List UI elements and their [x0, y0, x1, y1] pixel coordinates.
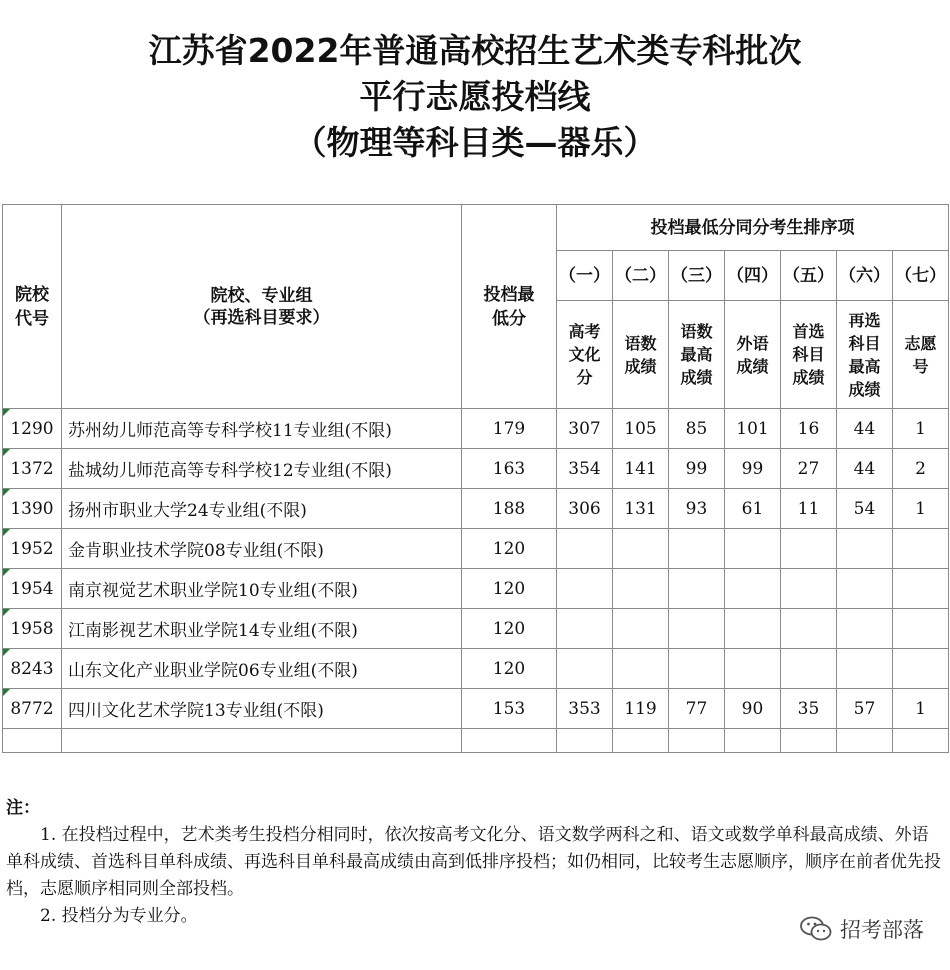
sort-value-3: 99	[669, 449, 725, 489]
table-row	[3, 409, 949, 449]
note-item-1: 1. 在投档过程中，艺术类考生投档分相同时，依次按高考文化分、语文数学两科之和、语文或数学单科最高成绩、外语单科成绩、首选科目单科成绩、再选科目单科最高成绩由高到低排序投档；如仍相同，比较考生志愿顺序，顺序在前者优先投档，志愿顺序相同则全部投档。	[6, 825, 941, 899]
cell-marker-icon	[3, 649, 10, 656]
sort-value-3	[669, 649, 725, 689]
notes-label: 注：	[6, 798, 40, 818]
header-sort-num-4: （四）	[725, 251, 781, 301]
sort-value-2: 141	[613, 449, 669, 489]
header-min-score: 投档最低分	[462, 205, 557, 409]
sort-value-4	[725, 569, 781, 609]
school-group-name: 南京视觉艺术职业学院10专业组(不限)	[62, 569, 462, 609]
school-code: 1958	[3, 609, 62, 649]
header-sort-item-7: 志愿号	[893, 301, 949, 409]
sort-value-1: 306	[557, 489, 613, 529]
title-line-2: 平行志愿投档线	[359, 77, 591, 116]
header-code: 院校代号	[3, 205, 62, 409]
sort-value-7: 1	[893, 689, 949, 729]
sort-value-1: 353	[557, 689, 613, 729]
school-group-name: 金肯职业技术学院08专业组(不限)	[62, 529, 462, 569]
empty-cell	[613, 729, 669, 753]
sort-value-6	[837, 529, 893, 569]
header-sort-num-7: （七）	[893, 251, 949, 301]
sort-value-6: 57	[837, 689, 893, 729]
school-code: 1372	[3, 449, 62, 489]
sort-value-5	[781, 569, 837, 609]
sort-value-6	[837, 649, 893, 689]
sort-value-1	[557, 569, 613, 609]
sort-value-5: 35	[781, 689, 837, 729]
header-sort-num-6: （六）	[837, 251, 893, 301]
school-group-name: 苏州幼儿师范高等专科学校11专业组(不限)	[62, 409, 462, 449]
sort-value-1	[557, 609, 613, 649]
school-code: 1952	[3, 529, 62, 569]
school-group-name: 扬州市职业大学24专业组(不限)	[62, 489, 462, 529]
header-name-line2: （再选科目要求）	[193, 307, 330, 328]
school-code: 1290	[3, 409, 62, 449]
sort-value-2	[613, 649, 669, 689]
school-group-name: 山东文化产业职业学院06专业组(不限)	[62, 649, 462, 689]
sort-value-4: 61	[725, 489, 781, 529]
header-sort-item-6: 再选科目最高成绩	[837, 301, 893, 409]
empty-cell	[3, 729, 62, 753]
sort-value-6: 44	[837, 409, 893, 449]
sort-value-2: 105	[613, 409, 669, 449]
header-name-line1: 院校、专业组	[210, 285, 313, 306]
min-score: 153	[462, 689, 557, 729]
table-row	[3, 689, 949, 729]
sort-value-4: 99	[725, 449, 781, 489]
empty-cell	[669, 729, 725, 753]
min-score: 120	[462, 649, 557, 689]
sort-value-5: 11	[781, 489, 837, 529]
cell-marker-icon	[3, 689, 10, 696]
school-group-name: 江南影视艺术职业学院14专业组(不限)	[62, 609, 462, 649]
sort-value-5	[781, 529, 837, 569]
notes	[6, 795, 941, 930]
school-code: 1390	[3, 489, 62, 529]
school-code: 8243	[3, 649, 62, 689]
empty-cell	[893, 729, 949, 753]
sort-value-3	[669, 569, 725, 609]
sort-value-6	[837, 569, 893, 609]
sort-value-6: 54	[837, 489, 893, 529]
cell-marker-icon	[3, 609, 10, 616]
table-row	[3, 529, 949, 569]
sort-value-4: 101	[725, 409, 781, 449]
min-score: 120	[462, 529, 557, 569]
table-row	[3, 609, 949, 649]
empty-cell	[62, 729, 462, 753]
sort-value-7	[893, 649, 949, 689]
sort-value-3: 93	[669, 489, 725, 529]
cell-marker-icon	[3, 489, 10, 496]
min-score: 188	[462, 489, 557, 529]
header-sort-num-1: （一）	[557, 251, 613, 301]
min-score: 163	[462, 449, 557, 489]
sort-value-2	[613, 529, 669, 569]
sort-value-7	[893, 569, 949, 609]
cell-marker-icon	[3, 569, 10, 576]
sort-value-7	[893, 609, 949, 649]
sort-value-1	[557, 529, 613, 569]
header-sort-num-2: （二）	[613, 251, 669, 301]
table-row	[3, 449, 949, 489]
admission-score-table	[2, 204, 949, 753]
sort-value-5	[781, 609, 837, 649]
sort-value-2: 119	[613, 689, 669, 729]
table-row-empty	[3, 729, 949, 753]
header-name	[62, 205, 462, 409]
watermark	[800, 914, 924, 944]
sort-value-3: 85	[669, 409, 725, 449]
sort-value-5: 16	[781, 409, 837, 449]
note-item-2: 2. 投档分为专业分。	[40, 906, 198, 926]
min-score: 120	[462, 569, 557, 609]
school-code: 1954	[3, 569, 62, 609]
sort-value-4: 90	[725, 689, 781, 729]
header-sort-item-4: 外语成绩	[725, 301, 781, 409]
empty-cell	[725, 729, 781, 753]
title-line-1: 江苏省2022年普通高校招生艺术类专科批次	[148, 31, 802, 70]
sort-value-3: 77	[669, 689, 725, 729]
empty-cell	[462, 729, 557, 753]
watermark-text: 招考部落	[840, 918, 924, 942]
sort-value-6	[837, 609, 893, 649]
table-row	[3, 489, 949, 529]
min-score: 120	[462, 609, 557, 649]
table-body	[3, 205, 949, 753]
title-line-3: （物理等科目类—器乐）	[293, 123, 657, 162]
header-sort-num-5: （五）	[781, 251, 837, 301]
sort-value-7: 1	[893, 489, 949, 529]
empty-cell	[557, 729, 613, 753]
empty-cell	[781, 729, 837, 753]
school-group-name: 盐城幼儿师范高等专科学校12专业组(不限)	[62, 449, 462, 489]
cell-marker-icon	[3, 409, 10, 416]
header-sort-num-3: （三）	[669, 251, 725, 301]
sort-value-7: 1	[893, 409, 949, 449]
sort-value-2: 131	[613, 489, 669, 529]
table-row	[3, 569, 949, 609]
sort-value-7	[893, 529, 949, 569]
sort-value-5	[781, 649, 837, 689]
cell-marker-icon	[3, 449, 10, 456]
empty-cell	[837, 729, 893, 753]
table-row	[3, 649, 949, 689]
sort-value-1: 354	[557, 449, 613, 489]
sort-value-7: 2	[893, 449, 949, 489]
sort-value-3	[669, 529, 725, 569]
header-sort-group: 投档最低分同分考生排序项	[557, 205, 949, 251]
header-sort-item-3: 语数最高成绩	[669, 301, 725, 409]
sort-value-1: 307	[557, 409, 613, 449]
school-code: 8772	[3, 689, 62, 729]
sort-value-2	[613, 609, 669, 649]
sort-value-4	[725, 609, 781, 649]
sort-value-1	[557, 649, 613, 689]
sort-value-4	[725, 649, 781, 689]
sort-value-5: 27	[781, 449, 837, 489]
school-group-name: 四川文化艺术学院13专业组(不限)	[62, 689, 462, 729]
sort-value-4	[725, 529, 781, 569]
min-score: 179	[462, 409, 557, 449]
header-sort-item-1: 高考文化分	[557, 301, 613, 409]
sort-value-3	[669, 609, 725, 649]
cell-marker-icon	[3, 529, 10, 536]
wechat-icon	[800, 916, 832, 942]
sort-value-2	[613, 569, 669, 609]
sort-value-6: 44	[837, 449, 893, 489]
header-sort-item-2: 语数成绩	[613, 301, 669, 409]
header-sort-item-5: 首选科目成绩	[781, 301, 837, 409]
page-title	[0, 28, 950, 166]
